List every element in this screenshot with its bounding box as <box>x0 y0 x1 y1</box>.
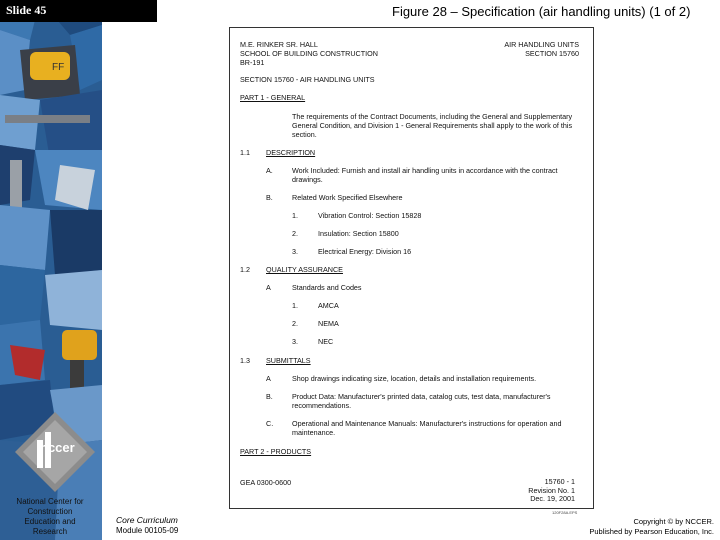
doc-right-header: AIR HANDLING UNITS SECTION 15760 <box>504 40 579 58</box>
specification-document <box>229 27 594 509</box>
part-1-heading: PART 1 - GENERAL <box>240 93 306 102</box>
related-number: 3. <box>292 247 298 256</box>
copyright-notice: Copyright © by NCCER. Published by Pearson Education, Inc. <box>589 517 714 536</box>
standards-letter: A <box>266 283 271 292</box>
related-text: Vibration Control: Section 15828 <box>318 211 422 220</box>
standard-text: AMCA <box>318 301 339 310</box>
doc-footer-right: 15760 - 1 Revision No. 1 Dec. 19, 2001 <box>528 477 575 503</box>
item-a-text: Work Included: Furnish and install air handling units in accordance with the contract drawings. <box>292 166 558 184</box>
standards-text: Standards and Codes <box>292 283 362 292</box>
item-a-letter: A. <box>266 166 273 175</box>
slide-number: Slide 45 <box>6 3 47 17</box>
curriculum-title: Core Curriculum <box>116 515 178 525</box>
doc-footer-left: GEA 0300-0600 <box>240 478 292 487</box>
slide-number-bar <box>0 0 157 22</box>
svg-text:FF: FF <box>52 62 65 73</box>
item-b-letter: B. <box>266 193 273 202</box>
module-number: Module 00105-09 <box>116 526 179 535</box>
item-b-text: Related Work Specified Elsewhere <box>292 193 403 202</box>
doc-left-header: M.E. RINKER SR. HALL SCHOOL OF BUILDING CONSTRUCTION BR-191 <box>240 40 378 67</box>
standard-text: NEC <box>318 337 334 346</box>
submittal-letter: A <box>266 374 271 383</box>
section-1-3-title: SUBMITTALS <box>266 356 311 365</box>
submittal-text: Operational and Maintenance Manuals: Manufacturer's instructions for operation and maintenance. <box>292 419 562 437</box>
standard-text: NEMA <box>318 319 339 328</box>
related-text: Electrical Energy: Division 16 <box>318 247 412 256</box>
section-1-1-title: DESCRIPTION <box>266 148 316 157</box>
figure-title: Figure 28 – Specification (air handling units) (1 of 2) <box>392 4 691 19</box>
section-1-1-number: 1.1 <box>240 148 250 157</box>
section-1-2-title: QUALITY ASSURANCE <box>266 265 343 274</box>
related-number: 2. <box>292 229 298 238</box>
submittal-text: Product Data: Manufacturer's printed data, catalog cuts, test data, manufacturer's recommendations. <box>292 392 551 410</box>
standard-number: 3. <box>292 337 298 346</box>
section-title: SECTION 15760 - AIR HANDLING UNITS <box>240 75 375 84</box>
section-1-2-number: 1.2 <box>240 265 250 274</box>
part-2-heading: PART 2 - PRODUCTS <box>240 447 312 456</box>
submittal-letter: C. <box>266 419 274 428</box>
standard-number: 2. <box>292 319 298 328</box>
submittal-letter: B. <box>266 392 273 401</box>
organization-name: National Center for Construction Education and Research <box>16 497 84 536</box>
logo-wordmark: nccer <box>40 440 75 455</box>
section-1-3-number: 1.3 <box>240 356 250 365</box>
figure-file-code: 120F28A.EPS <box>552 510 578 515</box>
submittal-text: Shop drawings indicating size, location, details and installation requirements. <box>292 374 537 383</box>
related-text: Insulation: Section 15800 <box>318 229 399 238</box>
intro-paragraph: The requirements of the Contract Documents, including the General and Supplementary General Condition, and Division 1 - General Requirements shall apply to the work of this section. <box>292 112 573 139</box>
standard-number: 1. <box>292 301 298 310</box>
related-number: 1. <box>292 211 298 220</box>
